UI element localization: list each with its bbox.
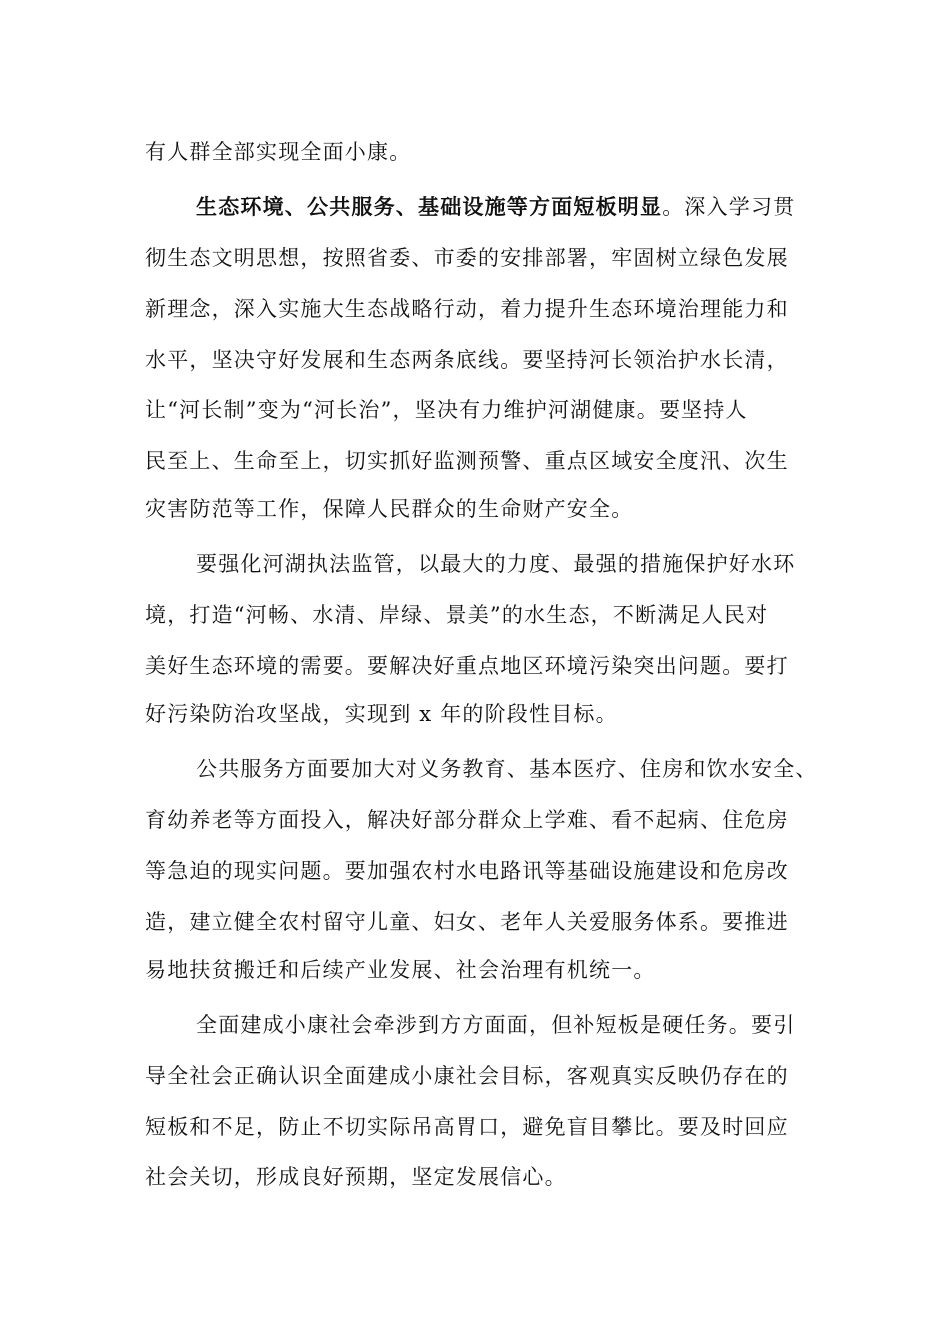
paragraph-line: 全面建成小康社会牵涉到方方面面，但补短板是硬任务。要引: [196, 1013, 796, 1037]
paragraph-line: 灾害防范等工作，保障人民群众的生命财产安全。: [145, 497, 634, 521]
paragraph-line: 水平，坚决守好发展和生态两条底线。要坚持河长领治护水长清，: [145, 348, 789, 372]
paragraph-line: 新理念，深入实施大生态战略行动，着力提升生态环境治理能力和: [145, 297, 789, 321]
paragraph-text: 。深入学习贯: [662, 195, 796, 219]
paragraph-line: 易地扶贫搬迁和后续产业发展、社会治理有机统一。: [145, 958, 656, 982]
paragraph-line: 短板和不足，防止不切实际吊高胃口，避免盲目攀比。要及时回应: [145, 1115, 789, 1139]
paragraph-line: 育幼养老等方面投入，解决好部分群众上学难、看不起病、住危房: [145, 808, 789, 832]
paragraph-line: 造，建立健全农村留守儿童、妇女、老年人关爱服务体系。要推进: [145, 910, 789, 934]
paragraph-line: 好污染防治攻坚战，实现到 x 年的阶段性目标。: [145, 702, 618, 726]
paragraph-line: 要强化河湖执法监管，以最大的力度、最强的措施保护好水环: [196, 552, 796, 576]
paragraph-line: 让“河长制”变为“河长治”，坚决有力维护河湖健康。要坚持人: [145, 398, 748, 422]
paragraph-line: 等急迫的现实问题。要加强农村水电路讯等基础设施建设和危房改: [145, 859, 789, 883]
paragraph-line: 美好生态环境的需要。要解决好重点地区环境污染突出问题。要打: [145, 654, 789, 678]
paragraph-line: 民至上、生命至上，切实抓好监测预警、重点区域安全度汛、次生: [145, 449, 789, 473]
section-heading: 生态环境、公共服务、基础设施等方面短板明显: [196, 194, 663, 219]
paragraph-line: 彻生态文明思想，按照省委、市委的安排部署，牢固树立绿色发展: [145, 246, 789, 270]
paragraph-line: 社会关切，形成良好预期，坚定发展信心。: [145, 1165, 567, 1189]
paragraph-line: 有人群全部实现全面小康。: [145, 140, 412, 164]
paragraph-line: [196, 187, 876, 227]
paragraph-line: 导全社会正确认识全面建成小康社会目标，客观真实反映仍存在的: [145, 1064, 789, 1088]
paragraph-line: 公共服务方面要加大对义务教育、基本医疗、住房和饮水安全、: [196, 757, 818, 781]
paragraph-line: 境，打造“河畅、水清、岸绿、景美”的水生态，不断满足人民对: [145, 603, 769, 627]
